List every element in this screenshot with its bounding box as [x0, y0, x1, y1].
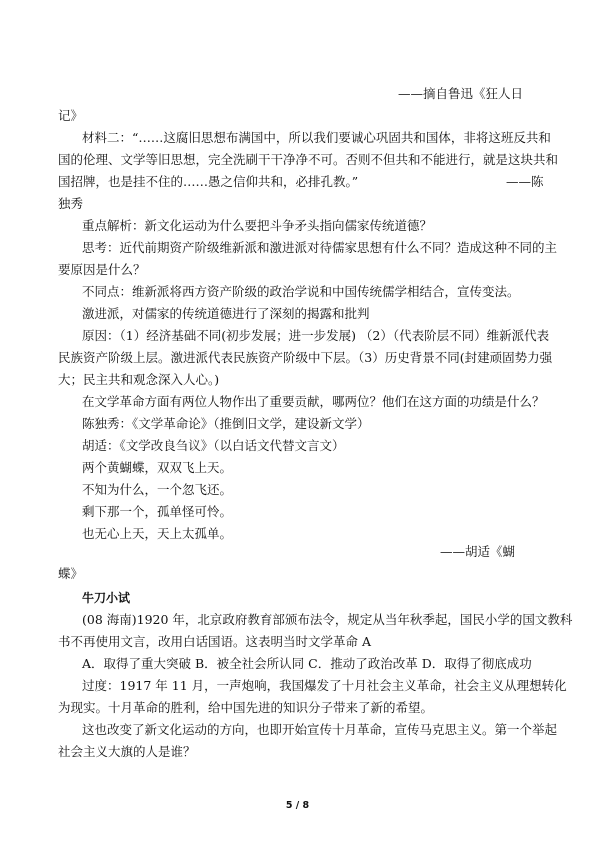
- material-two-line: 国招牌，也是挂不住的……愚之信仰共和，必排孔教。”: [58, 174, 359, 189]
- key-point: 重点解析：新文化运动为什么要把斗争矛头指向儒家传统道德？: [82, 218, 433, 233]
- reason-line: 大；民主共和观念深入人心。): [58, 372, 220, 387]
- exercise-line: (08 海南)1920 年，北京政府教育部颁布法令，规定从当年秋季起，国民小学的国文教科: [82, 612, 573, 627]
- transition-line: 这也改变了新文化运动的方向，也即开始宣传十月革命，宣传马克思主义。第一个举起: [82, 722, 558, 737]
- material-two-line: 材料二：“……这腐旧思想布满国中，所以我们要诚心巩固共和国体，非将这班反共和: [82, 130, 551, 145]
- poem-line: 不知为什么，一个忽飞还。: [82, 482, 233, 497]
- material-two-line: 国的伦理、文学等旧思想，完全洗刷干干净净不可。否则不但共和不能进行，就是这块共和: [58, 152, 559, 167]
- question-line: 在文学革命方面有两位人物作出了重要贡献，哪两位？他们在这方面的功绩是什么？: [82, 394, 545, 409]
- poem-line: 也无心上天，天上太孤单。: [82, 526, 233, 541]
- page-number: 5 / 8: [285, 800, 310, 811]
- exercise-options: A．取得了重大突破 B．被全社会所认同 C．推动了政治改革 D．取得了彻底成功: [82, 656, 532, 671]
- answer-line: 陈独秀：《文学革命论》（推倒旧文学，建设新文学）: [82, 416, 370, 431]
- transition-line: 过度：1917 年 11 月，一声炮响，我国爆发了十月社会主义革命，社会主义从理想转化: [82, 678, 567, 693]
- exercise-line: 书不再使用文言，改用白话国语。这表明当时文学革命 A: [58, 634, 372, 649]
- material-two-source: ——陈: [506, 174, 544, 189]
- reason-line: 民族资产阶级上层。激进派代表民族资产阶级中下层。（3）历史背景不同(封建顽固势力强: [58, 350, 553, 365]
- source-citation: ——摘自鲁迅《狂人日: [398, 86, 524, 101]
- source-citation-cont: 记》: [58, 108, 84, 123]
- difference-line: 激进派，对儒家的传统道德进行了深刻的揭露和批判: [82, 306, 370, 321]
- section-heading: 牛刀小试: [82, 591, 131, 605]
- reason-line: 原因：（1）经济基础不同(初步发展；进一步发展) （2）（代表阶层不同）维新派代表: [82, 328, 550, 343]
- material-two-source-cont: 独秀: [58, 196, 84, 211]
- transition-line: 社会主义大旗的人是谁？: [58, 744, 196, 759]
- difference-line: 不同点：维新派将西方资产阶级的政治学说和中国传统儒学相结合，宣传变法。: [82, 284, 520, 299]
- poem-source-cont: 蝶》: [58, 566, 84, 581]
- answer-line: 胡适：《文学改良刍议》（以白话文代替文言文）: [82, 438, 345, 453]
- poem-line: 剩下那一个，孤单怪可怜。: [82, 504, 233, 519]
- poem-source: ——胡适《蝴: [440, 544, 516, 559]
- question-line: 思考：近代前期资产阶级维新派和激进派对待儒家思想有什么不同？造成这种不同的主: [82, 240, 558, 255]
- question-line: 要原因是什么？: [58, 262, 146, 277]
- poem-line: 两个黄蝴蝶，双双飞上天。: [82, 460, 233, 475]
- transition-line: 为现实。十月革命的胜利，给中国先进的知识分子带来了新的希望。: [58, 700, 434, 715]
